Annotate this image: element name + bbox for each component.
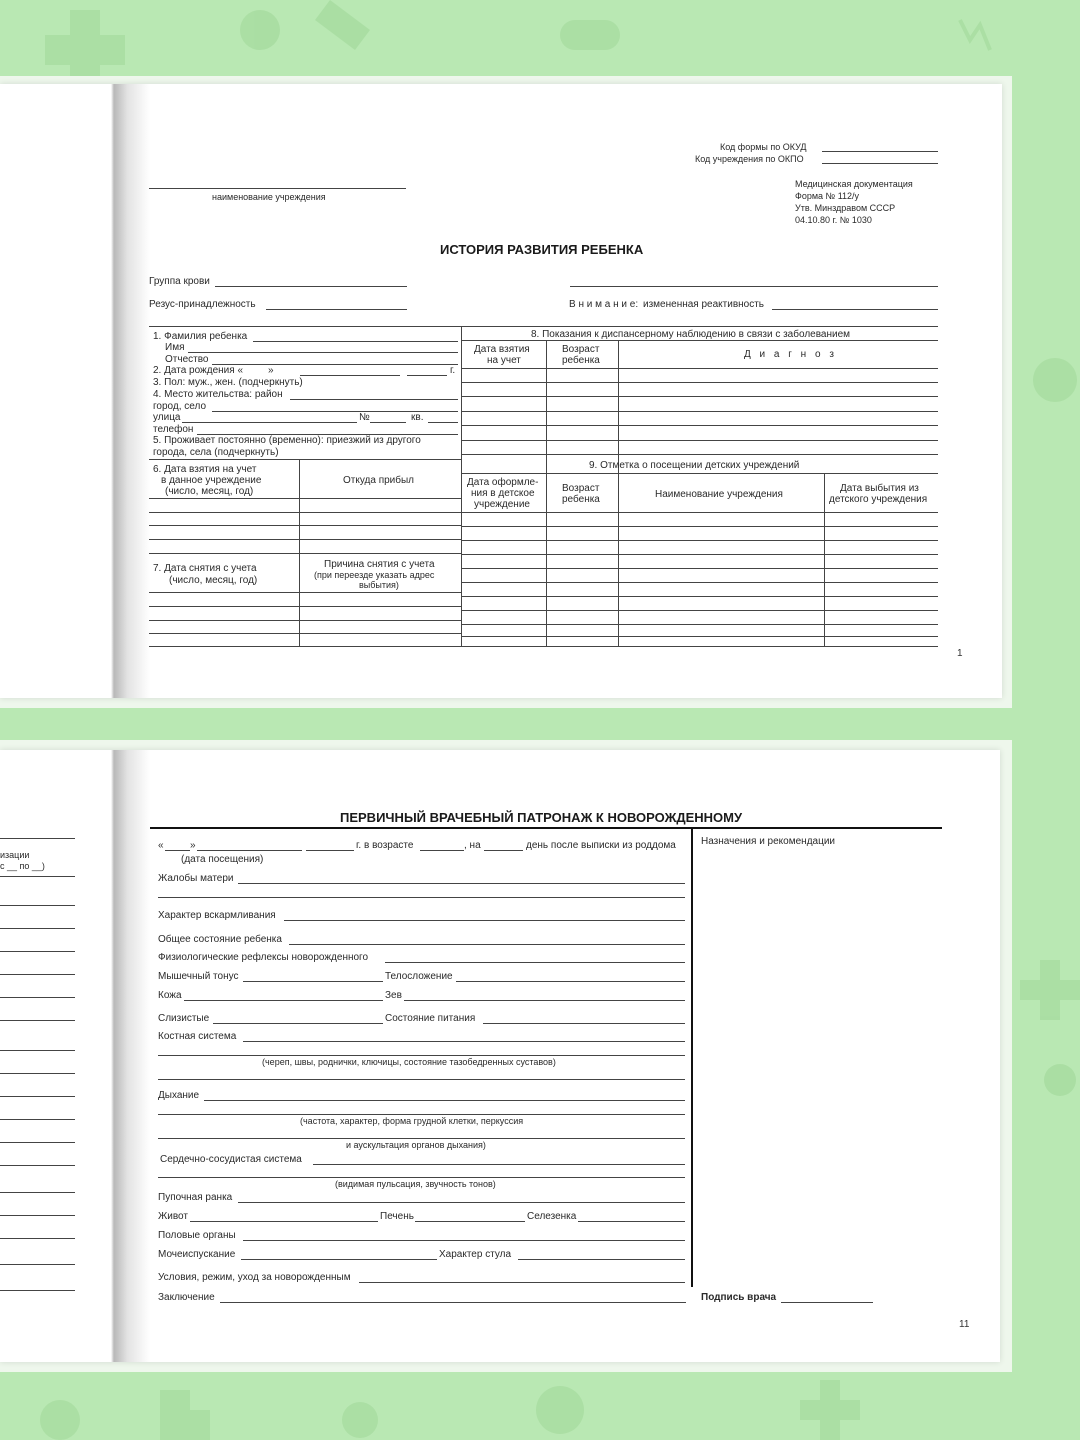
field-surname: 1. Фамилия ребенка [153,331,248,342]
s9-r8 [461,624,938,625]
recommendations-label: Назначения и рекомендации [701,836,835,847]
page2-spine-shadow [0,750,150,1362]
table7-col1-line1: 7. Дата снятия с учета [153,563,257,574]
apt-line [428,422,458,423]
s8-r4 [461,425,938,426]
left-fragment-row9 [0,1096,75,1097]
blood-group-label: Группа крови [149,276,210,287]
grid-bottom [149,646,938,647]
s9-r4 [461,568,938,569]
navel-line [238,1202,685,1203]
left-fragment-text2: с __ по __) [0,861,45,871]
page2-number: 11 [959,1319,970,1330]
conditions-label: Условия, режим, уход за новорожденным [158,1272,351,1283]
breathing-line3 [158,1138,685,1139]
stool-line [518,1259,685,1260]
section8-col1-line2: на учет [487,355,521,366]
section8-col3: Д и а г н о з [744,349,837,360]
birthdate-close: » [268,365,274,376]
general-line [289,944,685,945]
left-fragment-row12 [0,1165,75,1166]
complaints-line [238,883,685,884]
feeding-line [284,920,685,921]
left-fragment-row3 [0,951,75,952]
left-fragment-line-top [0,838,75,839]
build-label: Телосложение [385,971,453,982]
okpo-line [822,163,938,164]
s9-r7 [461,610,938,611]
section8-col1-line1: Дата взятия [474,344,530,355]
feeding-label: Характер вскармливания [158,910,276,921]
section9-col1-line1: Дата оформле- [467,477,539,488]
section8-title: 8. Показания к диспансерному наблюдению в связи с заболеванием [531,329,851,340]
table6-col2: Откуда прибыл [343,475,415,486]
okpo-label: Код учреждения по ОКПО [695,154,804,164]
table6-row4 [149,553,461,554]
nutrition-label: Состояние питания [385,1013,476,1024]
s9-r0 [461,512,938,513]
table6-row1 [149,512,461,513]
mucous-label: Слизистые [158,1013,210,1024]
cardio-label: Сердечно-сосудистая система [160,1154,302,1165]
section9-title-bottom [461,473,938,474]
table7-row2 [149,620,461,621]
left-fragment-row8 [0,1073,75,1074]
section9-title: 9. Отметка о посещении детских учреждений [589,460,800,471]
section8-col2-line1: Возраст [562,344,600,355]
table7-row3 [149,633,461,634]
table6-header-bottom [149,498,461,499]
section8-vdiv2 [618,340,619,646]
urination-label: Мочеиспускание [158,1249,236,1260]
visit-after-discharge: день после выписки из роддома [526,840,676,851]
signature-label: Подпись врача [701,1292,777,1303]
cardio-caption: (видимая пульсация, звучность тонов) [335,1179,496,1189]
house-line [370,422,406,423]
visit-year-line [306,850,354,851]
cardio-line2 [158,1177,685,1178]
page2-title-rule [150,827,942,829]
muscle-label: Мышечный тонус [158,971,239,982]
residence-line [290,399,458,400]
skin-label: Кожа [158,990,182,1001]
liver-label: Печень [380,1211,414,1222]
field-residence: 4. Место жительства: район [153,389,283,400]
left-fragment-row2 [0,928,75,929]
birthdate-month-line [300,375,400,376]
belly-label: Живот [158,1211,188,1222]
section9-vdiv3 [824,473,825,646]
s8-r2 [461,396,938,397]
left-fragment-line-a [0,876,75,877]
right-blank-line [570,286,938,287]
s8-r1 [461,382,938,383]
navel-label: Пупочная ранка [158,1192,233,1203]
left-fragment-row7 [0,1050,75,1051]
left-fragment-row15 [0,1238,75,1239]
table6-row3 [149,539,461,540]
left-fragment-text1: изации [0,850,30,860]
complaints-line2 [158,897,685,898]
field-phone: телефон [153,424,194,435]
visit-days-line [484,850,523,851]
genitals-line [243,1240,685,1241]
conclusion-line [220,1302,686,1303]
s9-r5 [461,582,938,583]
bone-line3 [158,1079,685,1080]
section9-col1-line3: учреждение [474,499,530,510]
visit-quote-open: « [158,840,164,851]
s9-r9 [461,636,938,637]
birthdate-year-label: г. [450,365,456,376]
table7-header-bottom [149,592,461,593]
section8-col2-line2: ребенка [562,355,600,366]
skin-line [184,1000,383,1001]
build-line [456,981,685,982]
mucous-line [213,1023,383,1024]
table7-col2-line2: (при переезде указать адрес [314,570,435,580]
page1-title: ИСТОРИЯ РАЗВИТИЯ РЕБЕНКА [440,242,644,257]
bone-line2 [158,1055,685,1056]
throat-label: Зев [385,990,402,1001]
field-house-no: № [359,412,370,423]
left-fragment-row14 [0,1215,75,1216]
left-fragment-row13 [0,1192,75,1193]
med-doc-line3: Утв. Минздравом СССР [795,203,896,213]
table6-row2 [149,525,461,526]
breathing-caption2: и аускультация органов дыхания) [346,1140,486,1150]
cardio-line [313,1164,685,1165]
grid-divider-main [461,326,462,646]
s8-r3 [461,411,938,412]
field-sex: 3. Пол: муж., жен. (подчеркнуть) [153,377,303,388]
signature-line [781,1302,873,1303]
throat-line [404,1000,685,1001]
table6-col1-line1: 6. Дата взятия на учет [153,464,257,475]
med-doc-line1: Медицинская документация [795,179,913,189]
bone-label: Костная система [158,1031,237,1042]
section9-col1-line2: ния в детское [471,488,535,499]
attention-prefix: В н и м а н и е: [569,299,639,310]
table7-col2-line3: выбытия) [359,580,399,590]
page1-spine-shadow [0,84,150,698]
attention-text: измененная реактивность [643,299,765,310]
left-fragment-row16 [0,1264,75,1265]
table7-col2-line1: Причина снятия с учета [324,559,435,570]
left-fragment-row11 [0,1142,75,1143]
belly-line [190,1221,378,1222]
left-fragment-row17 [0,1290,75,1291]
field-apt: кв. [411,412,424,423]
s9-r6 [461,596,938,597]
s9-r1 [461,526,938,527]
table6-col1-line3: (число, месяц, год) [165,486,254,497]
okud-line [822,151,938,152]
grid-top-left [149,326,461,327]
field-patronymic: Отчество [165,354,209,365]
name-line [188,352,458,353]
grid-top-right [461,326,938,327]
conditions-line [359,1282,685,1283]
page2-sheet [0,750,1000,1362]
section8-vdiv1 [546,340,547,646]
institution-caption: наименование учреждения [212,192,326,202]
section9-col4-line2: детского учреждения [829,494,928,505]
patronymic-line [212,364,458,365]
table7-col1-line2: (число, месяц, год) [169,575,258,586]
reflexes-line [385,962,685,963]
left-fragment-row10 [0,1119,75,1120]
breathing-line2 [158,1114,685,1115]
breathing-label: Дыхание [158,1090,200,1101]
bone-caption: (череп, швы, роднички, ключицы, состояние тазобедренных суставов) [262,1057,556,1067]
rhesus-line [266,309,407,310]
table6-top [149,459,461,460]
visit-age-label: г. в возрасте [356,840,414,851]
blood-group-line [215,286,407,287]
conclusion-label: Заключение [158,1292,215,1303]
field-residence-status-2: города, села (подчеркнуть) [153,447,279,458]
breathing-caption1: (частота, характер, форма грудной клетки, перкуссия [300,1116,524,1126]
s8-r6 [461,454,938,455]
attention-line [772,309,938,310]
liver-line [415,1221,525,1222]
table7-row1 [149,606,461,607]
s8-r0 [461,368,938,369]
section9-col4-line1: Дата выбытия из [840,483,919,494]
s9-r2 [461,540,938,541]
med-doc-line2: Форма № 112/у [795,191,860,201]
left-fragment-row5 [0,997,75,998]
okud-label: Код формы по ОКУД [720,142,807,152]
med-doc-line4: 04.10.80 г. № 1030 [795,215,872,225]
s9-r3 [461,554,938,555]
genitals-label: Половые органы [158,1230,236,1241]
rhesus-label: Резус-принадлежность [149,299,256,310]
spleen-line [578,1221,685,1222]
visit-age-line [420,850,464,851]
left-fragment-row4 [0,974,75,975]
page2-title: ПЕРВИЧНЫЙ ВРАЧЕБНЫЙ ПАТРОНАЖ К НОВОРОЖДЕННОМУ [340,810,743,825]
page1-number: 1 [957,648,963,659]
street-line [182,422,357,423]
field-birthdate: 2. Дата рождения « [153,365,243,376]
visit-quote-close: » [190,840,196,851]
visit-date-caption: (дата посещения) [181,854,264,865]
surname-line [253,341,458,342]
table6-col1-line2: в данное учреждение [161,475,262,486]
field-residence-status: 5. Проживает постоянно (временно): приезжий из другого [153,435,421,446]
field-name: Имя [165,342,185,353]
visit-day-line [165,850,190,851]
complaints-label: Жалобы матери [158,873,234,884]
birthdate-year-line [407,375,447,376]
page2-column-divider [691,829,693,1287]
field-city: город, село [153,401,207,412]
stool-label: Характер стула [439,1249,512,1260]
visit-on-label: , на [464,840,481,851]
bone-line [243,1041,685,1042]
spleen-label: Селезенка [527,1211,577,1222]
urination-line [241,1259,437,1260]
s8-r5 [461,440,938,441]
reflexes-label: Физиологические рефлексы новорожденного [158,952,369,963]
left-fragment-row1 [0,905,75,906]
left-fragment-row6 [0,1020,75,1021]
section9-col2-line1: Возраст [562,483,600,494]
muscle-line [243,981,383,982]
breathing-line [204,1100,685,1101]
general-label: Общее состояние ребенка [158,934,282,945]
institution-line [149,188,406,189]
field-street: улица [153,412,181,423]
nutrition-line [483,1023,685,1024]
section9-col2-line2: ребенка [562,494,600,505]
section8-title-bottom [461,340,938,341]
section9-col3: Наименование учреждения [655,489,783,500]
visit-month-line [197,850,302,851]
